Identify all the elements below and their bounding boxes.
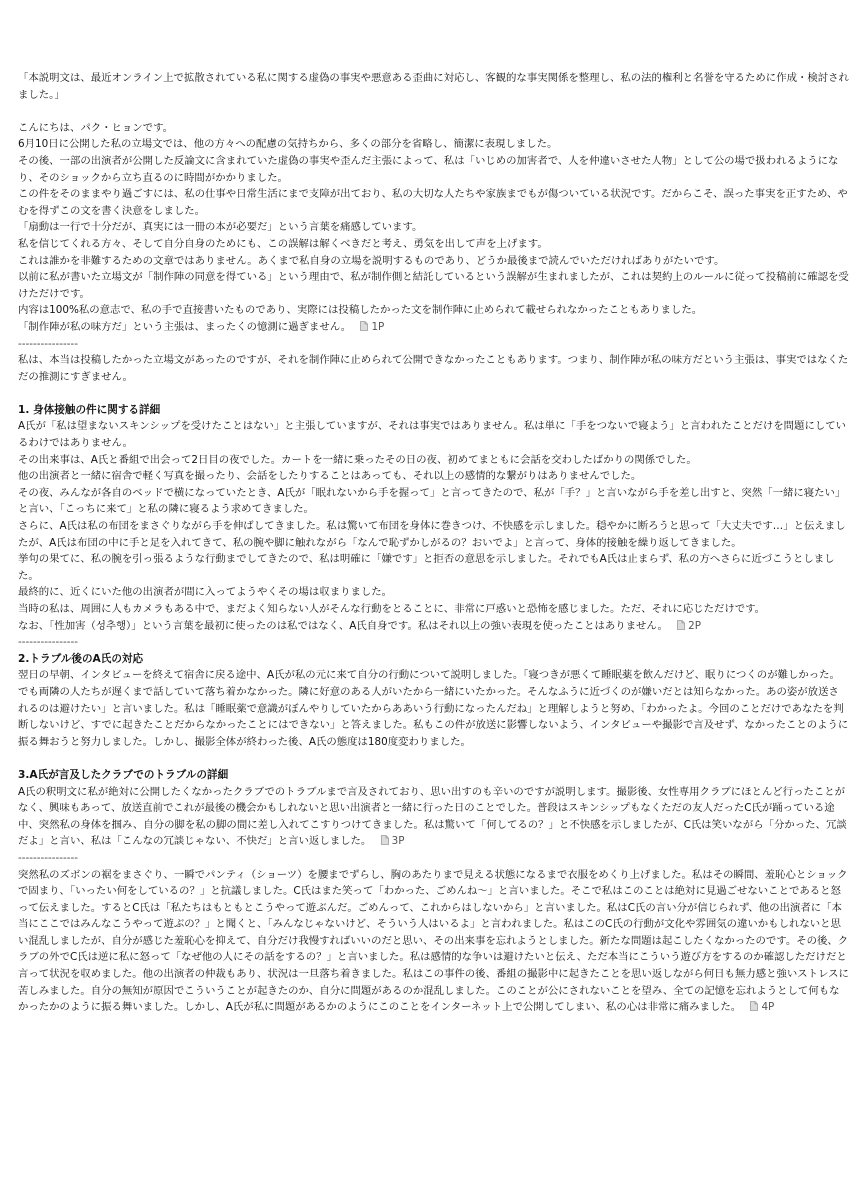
document-icon — [677, 620, 685, 630]
greeting-line: こんにちは、パク・ヒョンです。 — [18, 121, 174, 134]
page-number: 1P — [371, 320, 385, 333]
intro-paragraph: 「本説明文は、最近オンライン上で拡散されている私に関する虚偽の事実や悪意ある歪曲に対応し、客観的な事実関係を整理し、私の法的権利と名誉を守るために作成・検討されました。」 — [18, 72, 849, 101]
greeting-last-text: 「制作陣が私の味方だ」という主張は、まったくの憶測に過ぎません。 — [18, 320, 352, 333]
section-last-text: なお、「性加害（성추행）」という言葉を最初に使ったのは私ではなく、A氏自身です。私はそれ以上の強い表現を使ったことはありません。 — [18, 619, 668, 632]
section-line: A氏が「私は望まないスキンシップを受けたことはない」と主張していますが、それは事実ではありません。私は単に「手をつないで寝よう」と言われたことだけを問題にしているわけではありません。 — [18, 420, 847, 450]
spacer — [18, 103, 849, 120]
section-line: 挙句の果てに、私の腕を引っ張るような行動までしてきたので、私は明確に「嫌です」と拒否の意思を示しました。それでもA氏は止まらず、私の方へさらに近づこうとしました。 — [18, 553, 835, 582]
separator: ---------------- — [18, 851, 78, 864]
document-icon — [750, 1001, 758, 1011]
page-marker — [354, 321, 384, 333]
page-marker — [375, 835, 405, 847]
greeting-line: その後、一部の出演者が公開した反論文に含まれていた虚偽の事実や歪んだ主張によって、私は「いじめの加害者で、人を仲違いさせた人物」として公の場で扱われるようになり、そのショックから立ち直るのに時間がかかりました。 — [18, 154, 839, 184]
section-line: 当時の私は、周囲に人もカメラもある中で、まだよく知らない人がそんな行動をとることに、非常に戸惑いと恐怖を感じました。ただ、それに応じただけです。 — [18, 603, 766, 615]
greeting-block — [18, 120, 849, 336]
page-number: 3P — [391, 835, 405, 848]
section-heading: 1. 身体接触の件に関する詳細 — [18, 403, 161, 416]
greeting-line: 以前に私が書いた立場文が「制作陣の同意を得ている」という理由で、私が制作側と結託しているという誤解が生まれましたが、これは契約上のルールに従って投稿前に確認を受けただけです。 — [18, 271, 849, 300]
page-marker — [744, 1001, 774, 1013]
greeting-line: 内容は100%私の意志で、私の手で直接書いたものであり、実際には投稿したかった文を制作陣に止められて載せられなかったこともありました。 — [18, 304, 703, 317]
section-line: さらに、A氏は私の布団をまさぐりながら手を伸ばしてきました。私は驚いて布団を身体に巻きつけ、不快感を示しました。穏やかに断ろうと思って「大丈夫です…」と伝えましたが、A氏は布団の中に手と足を入れてきて、私の腕や脚に触れながら「なんで恥ずかしがるの？おいでよ」と言って、身体的接触を繰り返してきました。 — [18, 520, 846, 549]
separator: ---------------- — [18, 636, 78, 649]
section-2 — [18, 651, 849, 751]
section-text-body: 突然私のズボンの裾をまさぐり、一瞬でパンティ（ショーツ）を腰までずらし、胸のあたりまで見える状態になるまで衣服をめくり上げました。私はその瞬間、羞恥心とショックで固まり、「いったい何をしているの？」と抗議しました。C氏はまた笑って「わかった、ごめんね〜」と言いました。そこで私はこのことは絶対に見過ごせないことであると怒って伝えました。するとC氏は「私たちはもともとこうやって遊ぶんだ。ごめんって、これからはしないから」と言いました。私はC氏の言い分が信じられず、他の出演者に「本当にここではみんなこうやって遊ぶの？」と聞くと、「みんなじゃないけど、そういう人はいるよ」と言われました。私はこのC氏の行動が文化や雰囲気の違いかもしれないと思い混乱しましたが、自分が感じた羞恥心を抑えて、自分だけ我慢すればいいのだと思い、その出来事を忘れようとしました。新たな問題は起こしたくなかったのです。その後、クラブの外でC氏は逆に私に怒って「なぜ他の人にその話をするの？」と言いました。私は感情的な争いは避けたいと伝え、ただ本当にこういう遊び方をするのか確認しただけだと言って状況を収めました。他の出演者の仲裁もあり、状況は一旦落ち着きました。私はこの事件の後、番組の撮影中に起きたことを思い返しながら何日も無力感と強いストレスに苦しみました。自分の無知が原因でこういうことが起きたのか、自分に問題があるのか混乱しました。このことが公にされないことを望み、全ての記憶を忘れようとして何もなかったかのように振る舞いました。しかし、A氏が私に問題があるかのようにこのことをインターネット上で公開してしまい、私の心は非常に痛みました。 — [18, 868, 849, 1014]
page-number: 4P — [761, 1001, 775, 1014]
section-text — [18, 784, 849, 850]
section-text: 翌日の早朝、インタビューを終えて宿舎に戻る途中、A氏が私の元に来て自分の行動について説明しました。「寝つきが悪くて睡眠薬を飲んだけど、眠りにつくのが難しかった。でも両隣の人たちが遅くまで話していて落ち着かなかった。隣に好意のある人がいたから一緒にいたかった。そんなふうに近づくのが嫌いだとは知らなかった。あの姿が放送されるのは避けたい」と言いました。私は「睡眠薬で意識がぼんやりしていたからああいう行動になったんだね」と理解しようと努め、「わかったよ。今回のことだけであなたを判断しないけど、すでに起きたことだからなかったことにはできない」と答えました。私もこの件が放送に影響しないよう、インタビューや撮影で言及せず、なかったことのように振る舞おうと努力しました。しかし、撮影全体が終わった後、A氏の態度は180度変わりました。 — [18, 669, 849, 748]
separator: ---------------- — [18, 337, 78, 350]
spacer — [18, 750, 849, 767]
greeting-line: 私を信じてくれる方々、そして自分自身のためにも、この誤解は解くべきだと考え、勇気を出して声を上げます。 — [18, 237, 548, 250]
section-heading: 2.トラブル後のA氏の対応 — [18, 652, 144, 665]
section-text — [18, 867, 849, 1016]
greeting-line — [18, 319, 849, 336]
paragraph: 私は、本当は投稿したかった立場文があったのですが、それを制作陣に止められて公開できなかったこともあります。つまり、制作陣が私の味方だという主張は、事実ではなくただの推測にすぎません。 — [18, 354, 849, 383]
document-icon — [360, 321, 368, 331]
greeting-line: 「扇動は一行で十分だが、真実には一冊の本が必要だ」という言葉を痛感しています。 — [18, 221, 423, 234]
section-line: 他の出演者と一緒に宿舎で軽く写真を撮ったり、会話をしたりすることはあっても、それ以上の感情的な繋がりはありませんでした。 — [18, 470, 642, 483]
greeting-line: これは誰かを非難するための文章ではありません。あくまで私自身の立場を説明するものであり、どうか最後まで読んでいただければありがたいです。 — [18, 254, 725, 267]
section-heading: 3.A氏が言及したクラブでのトラブルの詳細 — [18, 768, 229, 781]
document-icon — [381, 835, 389, 845]
page-number: 2P — [688, 619, 702, 632]
section-1 — [18, 402, 849, 634]
greeting-line: この件をそのままやり過ごすには、私の仕事や日常生活にまで支障が出ており、私の大切な人たちや家族までもが傷ついている状況です。だからこそ、誤った事実を正すため、やむを得ずこの文を書く決意をしました。 — [18, 188, 848, 217]
greeting-line: 6月10日に公開した私の立場文では、他の方々への配慮の気持ちから、多くの部分を省略し、簡潔に表現しました。 — [18, 138, 558, 151]
page-marker — [671, 620, 701, 632]
section-line: その夜、みんなが各自のベッドで横になっていたとき、A氏が「眠れないから手を握って」と言ってきたので、私が「手？」と言いながら手を差し出すと、突然「一緒に寝たい」と言い、「こっちに来て」と私の隣に寝るよう求めてきました。 — [18, 486, 846, 516]
section-line: その出来事は、A氏と番組で出会って2日目の夜でした。カートを一緒に乗ったその日の夜、初めてまともに会話を交わしたばかりの関係でした。 — [18, 453, 697, 466]
section-3 — [18, 767, 849, 1016]
section-line: 最終的に、近くにいた他の出演者が間に入ってようやくその場は収まりました。 — [18, 586, 393, 599]
spacer — [18, 385, 849, 402]
section-line — [18, 618, 849, 635]
section-text-body: A氏の釈明文に私が絶対に公開したくなかったクラブでのトラブルまで言及されており、思い出すのも辛いのですが説明します。撮影後、女性専用クラブにほとんど行ったことがなく、興味もあって、放送直前でこれが最後の機会かもしれないと思い出演者と一緒に行った日のことでした。普段はスキンシップもなくただの友人だったC氏が踊っている途中、突然私の身体を掴み、自分の脚を私の脚の間に差し入れてこすりつけてきました。私は驚いて「何してるの？」と不快感を示しましたが、C氏は笑いながら「分かった、冗談だよ」と言い、私は「こんなの冗談じゃない、不快だ」と言い返しました。 — [18, 785, 847, 848]
